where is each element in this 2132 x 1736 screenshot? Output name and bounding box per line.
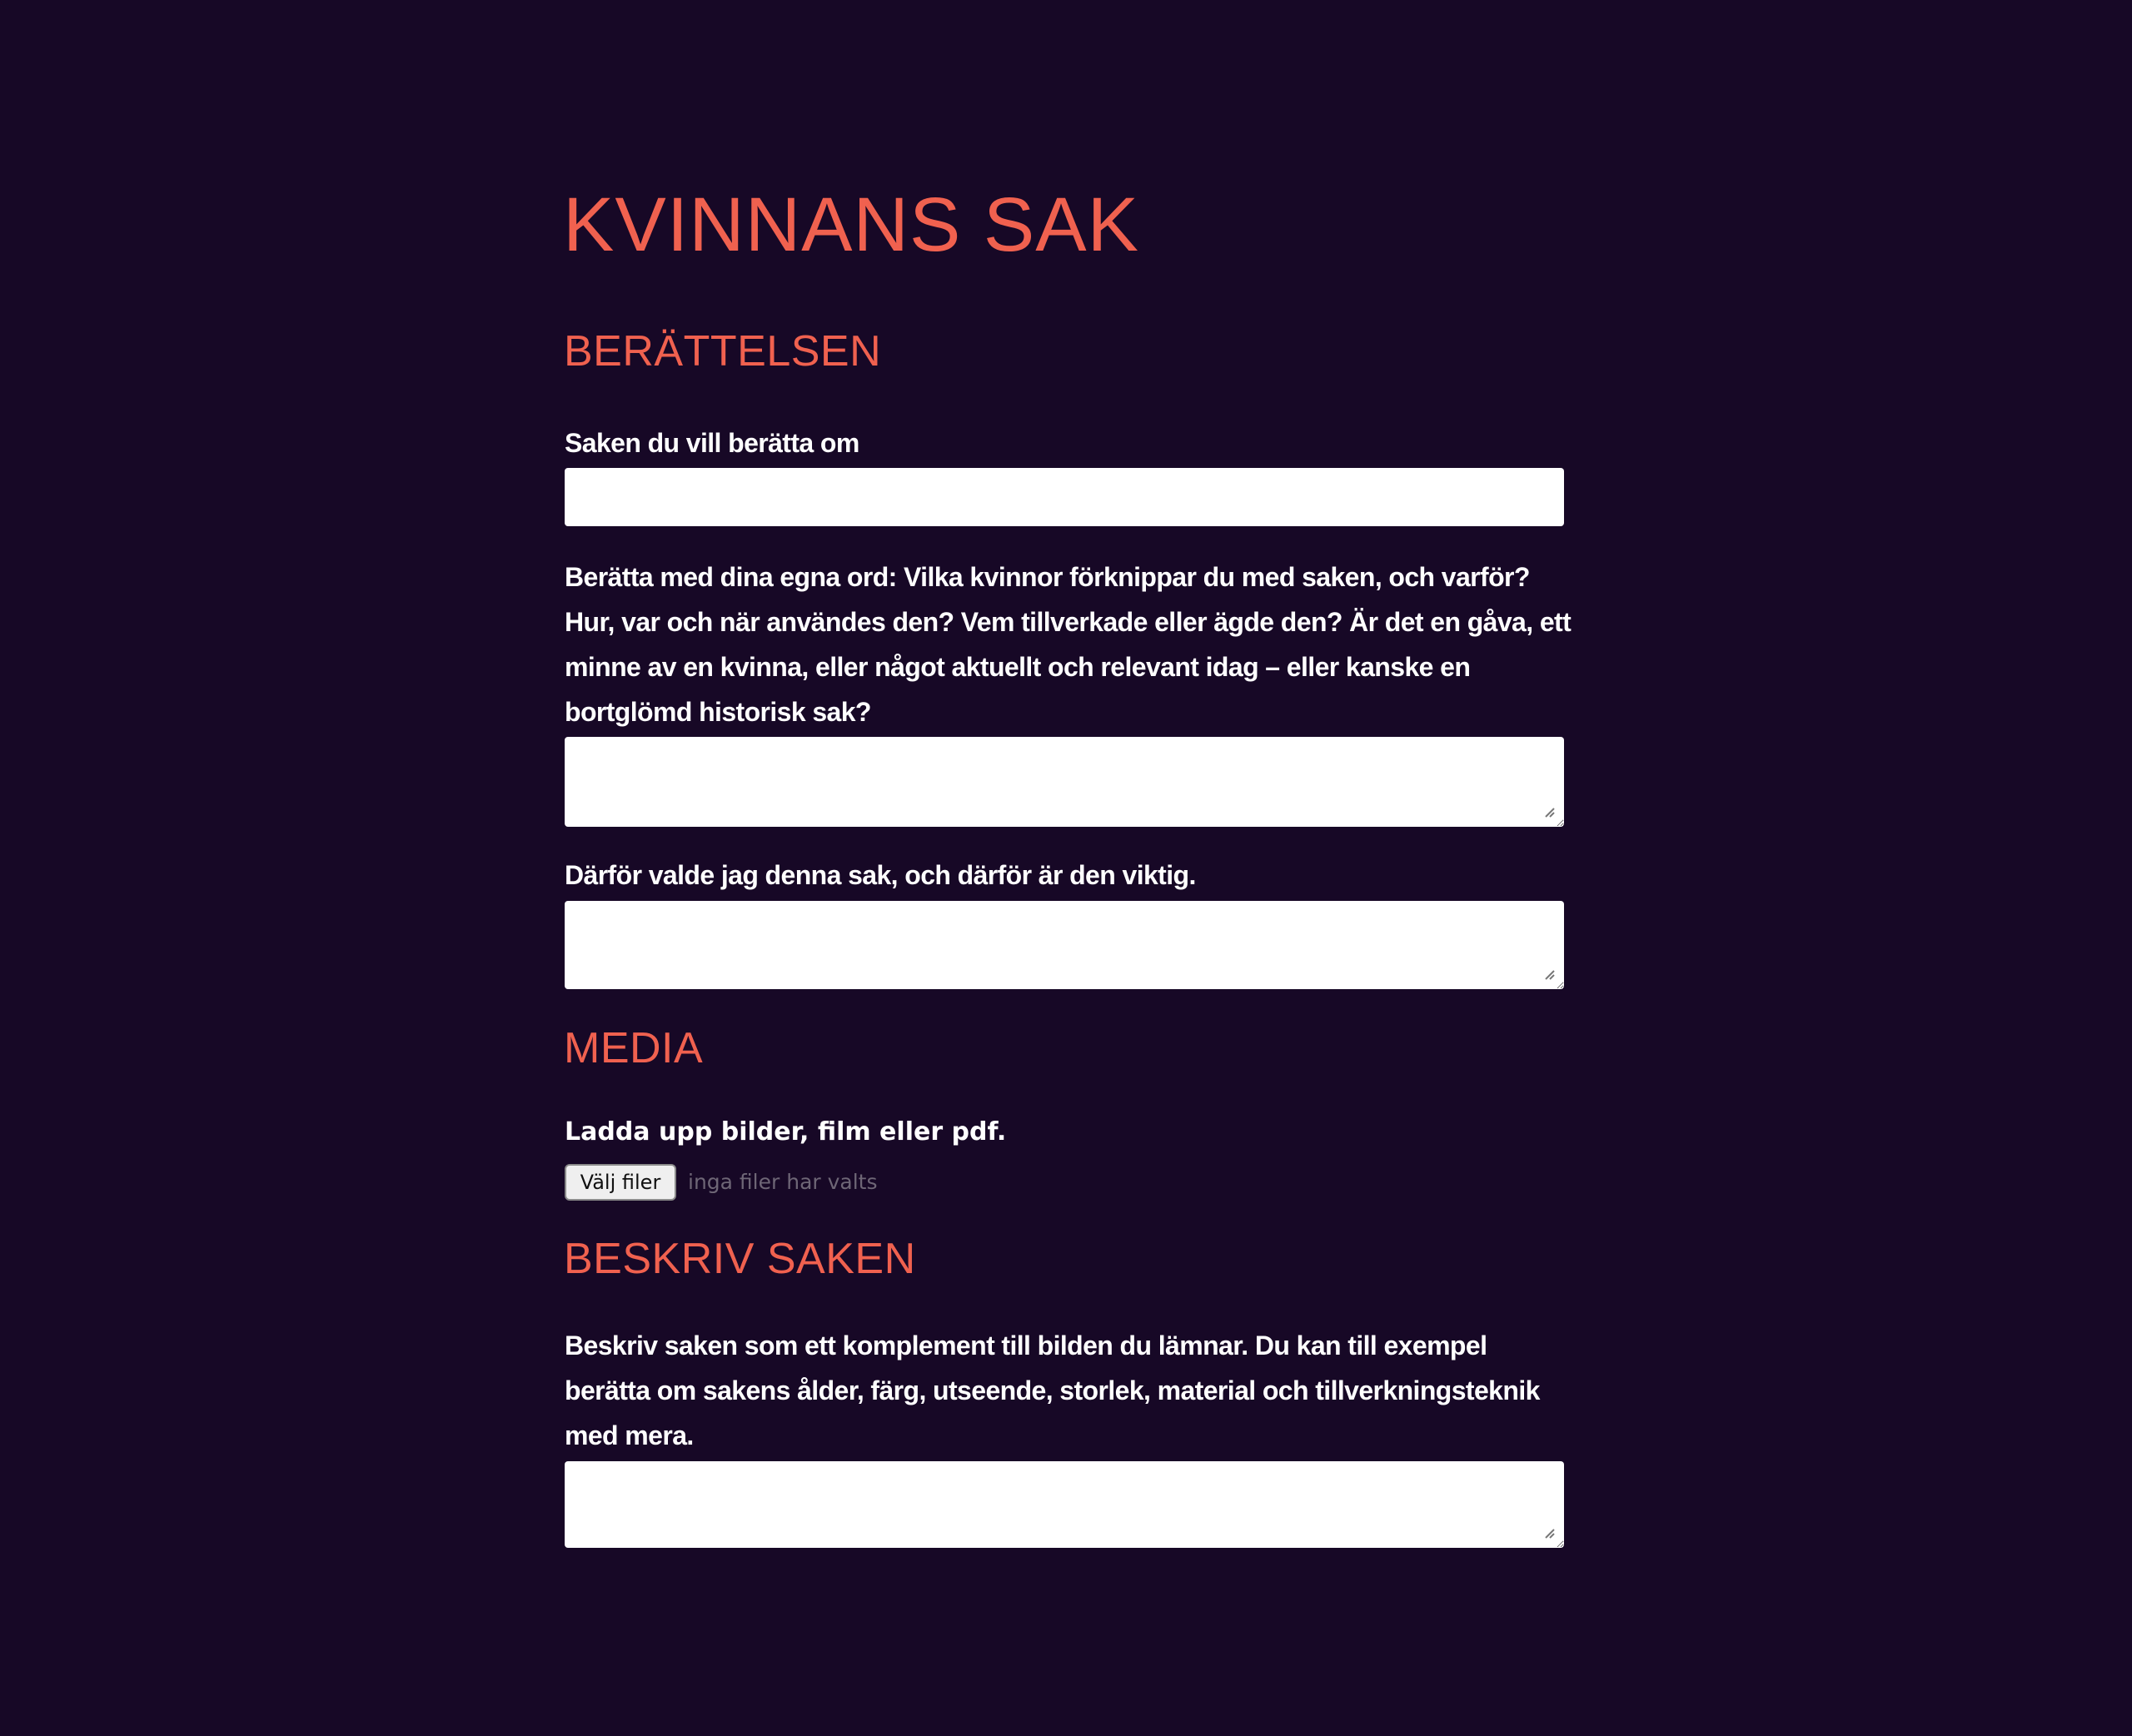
reason-textarea[interactable]: [565, 901, 1564, 989]
story-textarea[interactable]: [565, 737, 1564, 827]
file-status-text: inga filer har valts: [688, 1170, 878, 1194]
describe-label: Beskriv saken som ett komplement till bilden du lämnar. Du kan till exempel berätta om sakens ålder, färg, utseende, storlek, material och tillverkningsteknik med mera.: [565, 1331, 1540, 1450]
page-title: KVINNANS SAK: [563, 182, 1139, 267]
describe-textarea[interactable]: [565, 1461, 1564, 1548]
section-heading-media: MEDIA: [564, 1024, 704, 1072]
reason-label: Därför valde jag denna sak, och därför är den viktig.: [565, 860, 1196, 890]
describe-textarea-wrap: [565, 1461, 1564, 1548]
story-label: Berätta med dina egna ord: Vilka kvinnor förknippar du med saken, och varför? Hur, var och när användes den? Vem tillverkade eller ägde den? Är det en gåva, ett minne av en kvinna, eller något aktuellt och relevant idag – eller kanske en bortglömd historisk sak?: [565, 562, 1572, 727]
upload-label: Ladda upp bilder, film eller pdf.: [565, 1117, 1007, 1147]
item-name-label: Saken du vill berätta om: [565, 428, 859, 458]
section-heading-story: BERÄTTELSEN: [564, 327, 882, 376]
story-textarea-wrap: [565, 737, 1564, 827]
section-heading-describe: BESKRIV SAKEN: [564, 1235, 916, 1283]
choose-files-button[interactable]: Välj filer: [565, 1164, 676, 1201]
item-name-input[interactable]: [565, 468, 1564, 526]
reason-textarea-wrap: [565, 901, 1564, 989]
